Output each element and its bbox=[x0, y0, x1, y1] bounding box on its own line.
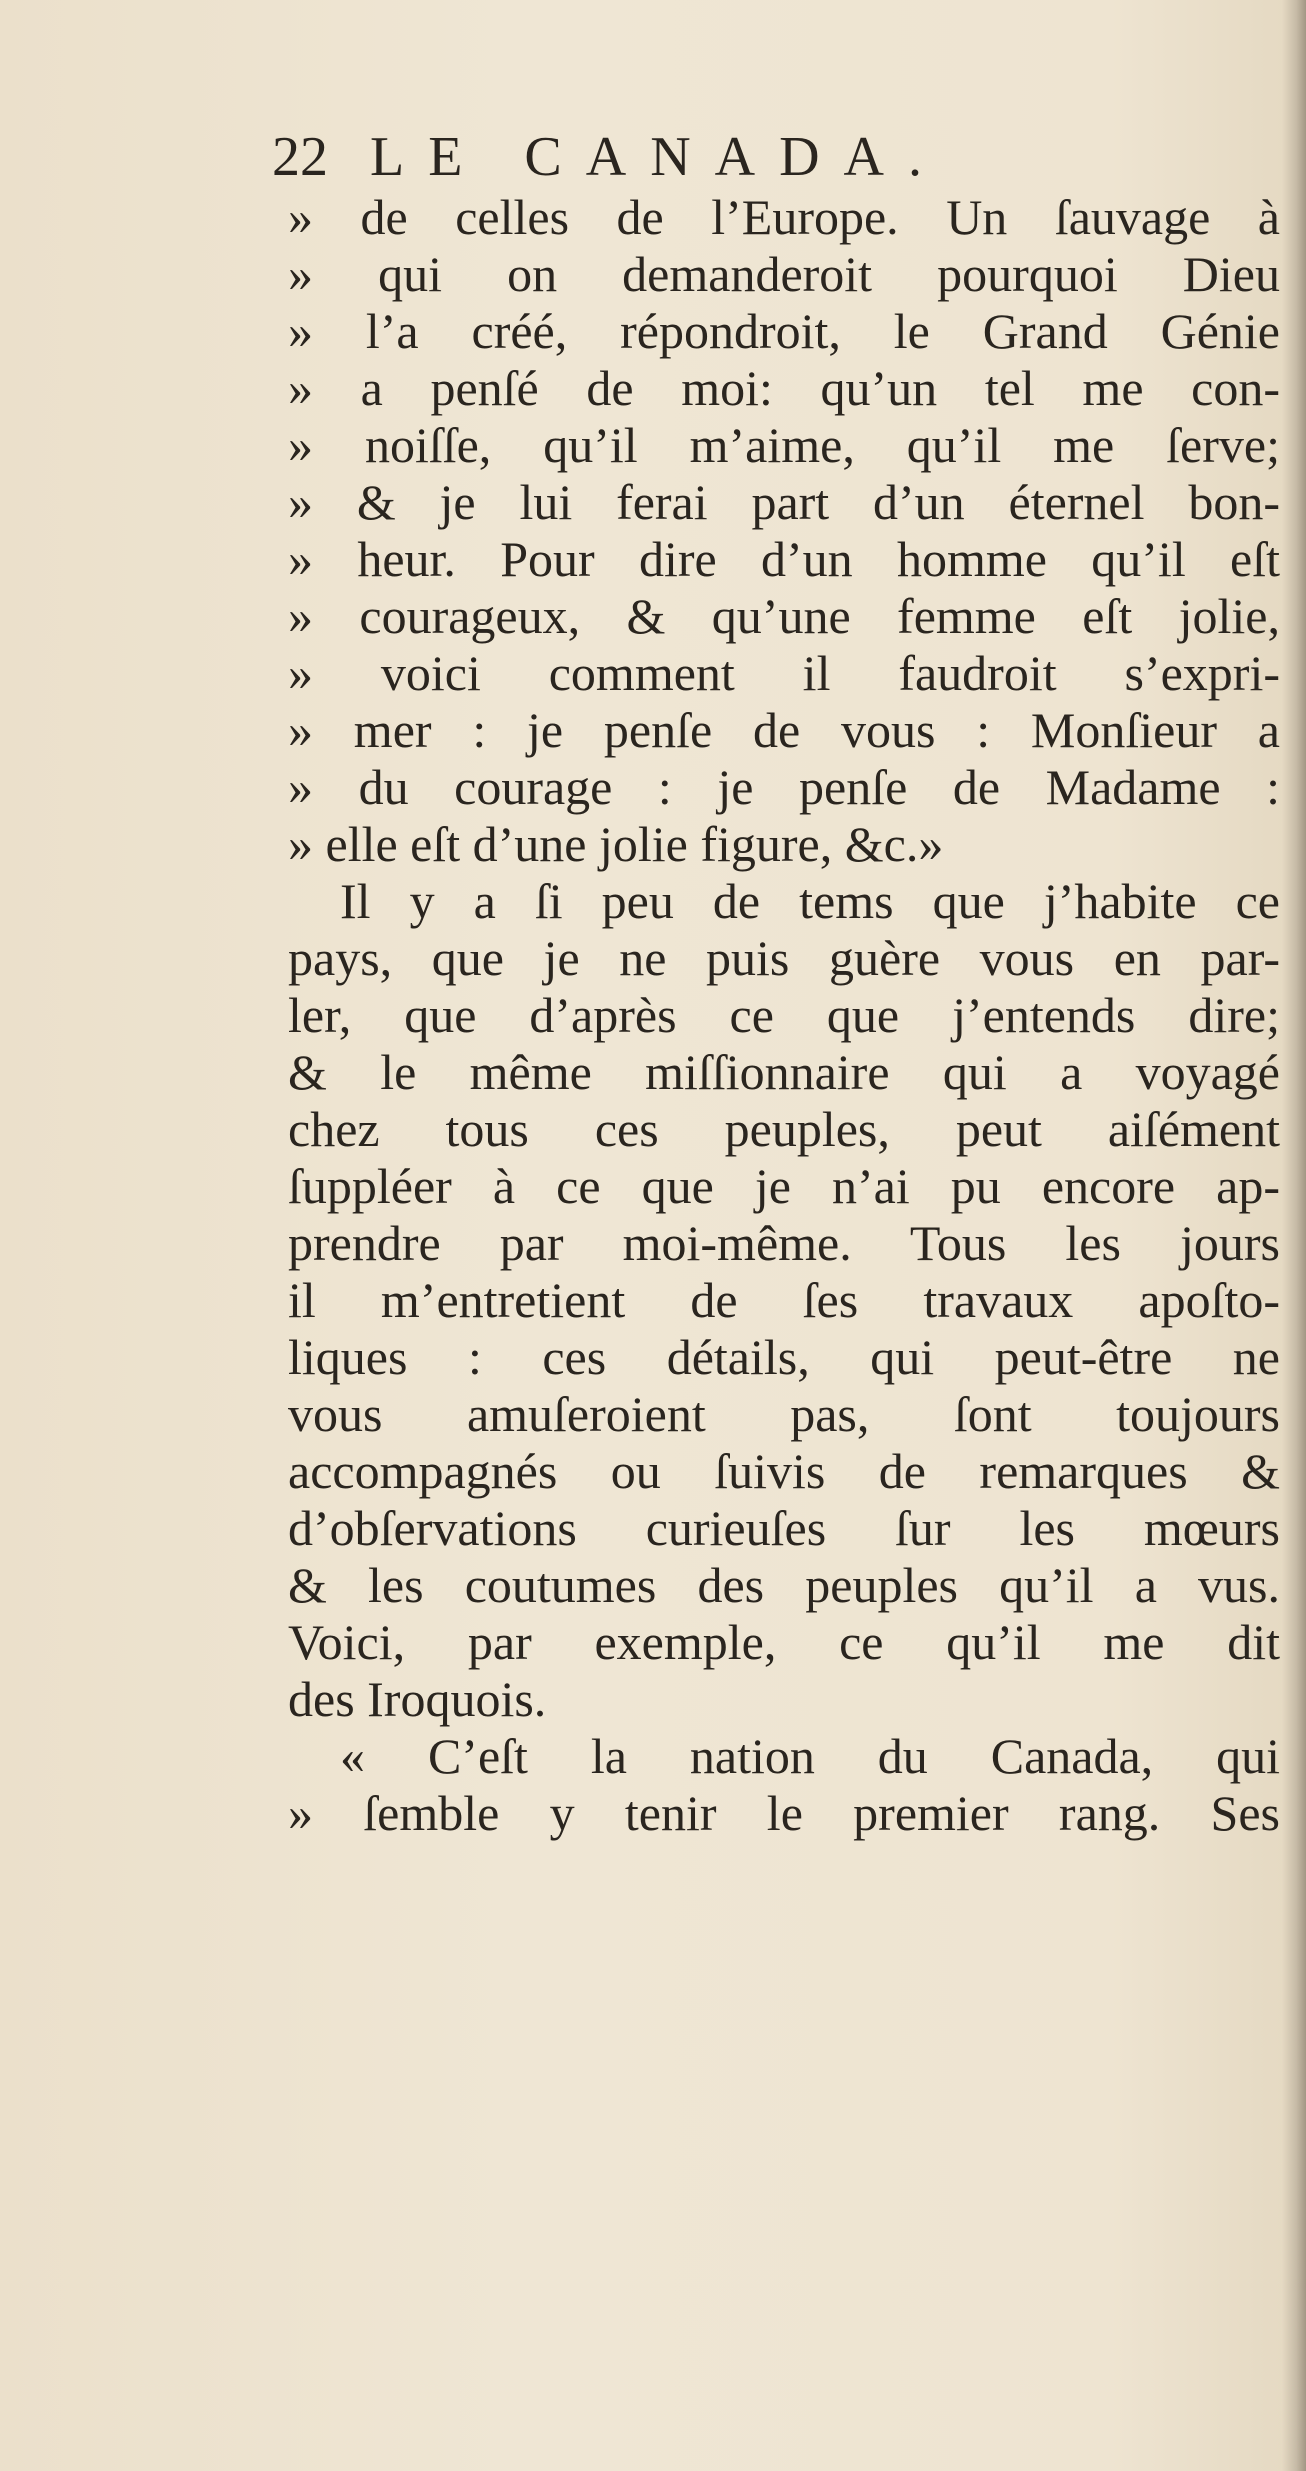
text-line: » l’a créé, répondroit, le Grand Génie bbox=[288, 303, 1280, 359]
text-line: pays, que je ne puis guère vous en par- bbox=[288, 930, 1280, 986]
text-line: liques : ces détails, qui peut-être ne bbox=[288, 1329, 1280, 1385]
page-number: 22 bbox=[272, 126, 328, 188]
text-line: il m’entretient de ſes travaux apoſto- bbox=[288, 1272, 1280, 1328]
text-line: » elle eſt d’une jolie figure, &c.» bbox=[288, 816, 944, 872]
text-line: » ſemble y tenir le premier rang. Ses bbox=[288, 1785, 1280, 1841]
paragraph-start-line: « C’eſt la nation du Canada, qui bbox=[340, 1728, 1280, 1784]
running-title: LE CANADA. bbox=[370, 126, 946, 188]
text-line: » voici comment il faudroit s’expri- bbox=[288, 645, 1280, 701]
page-header bbox=[272, 122, 1072, 192]
text-line: prendre par moi-même. Tous les jours bbox=[288, 1215, 1280, 1271]
text-line: » a penſé de moi: qu’un tel me con- bbox=[288, 360, 1280, 416]
text-line: » mer : je penſe de vous : Monſieur a bbox=[288, 702, 1280, 758]
text-line: vous amuſeroient pas, ſont toujours bbox=[288, 1386, 1280, 1442]
text-line: ſuppléer à ce que je n’ai pu encore ap- bbox=[288, 1158, 1280, 1214]
text-line: » & je lui ferai part d’un éternel bon- bbox=[288, 474, 1280, 530]
text-line: ler, que d’après ce que j’entends dire; bbox=[288, 987, 1280, 1043]
text-line: » qui on demanderoit pourquoi Dieu bbox=[288, 246, 1280, 302]
text-line: Voici, par exemple, ce qu’il me dit bbox=[288, 1614, 1280, 1670]
text-line: accompagnés ou ſuivis de remarques & bbox=[288, 1443, 1280, 1499]
text-line: des Iroquois. bbox=[288, 1671, 547, 1727]
text-line: & le même miſſionnaire qui a voyagé bbox=[288, 1044, 1280, 1100]
text-line: & les coutumes des peuples qu’il a vus. bbox=[288, 1557, 1280, 1613]
paragraph-start-line: Il y a ſi peu de tems que j’habite ce bbox=[340, 873, 1280, 929]
text-line: d’obſervations curieuſes ſur les mœurs bbox=[288, 1500, 1280, 1556]
text-line: » de celles de l’Europe. Un ſauvage à bbox=[288, 189, 1280, 245]
text-line: chez tous ces peuples, peut aiſément bbox=[288, 1101, 1280, 1157]
body-text bbox=[288, 189, 1280, 1845]
page-gutter-shadow bbox=[1282, 0, 1306, 2471]
text-line: » heur. Pour dire d’un homme qu’il eſt bbox=[288, 531, 1280, 587]
text-line: » du courage : je penſe de Madame : bbox=[288, 759, 1280, 815]
text-line: » courageux, & qu’une femme eſt jolie, bbox=[288, 588, 1280, 644]
text-line: » noiſſe, qu’il m’aime, qu’il me ſerve; bbox=[288, 417, 1280, 473]
